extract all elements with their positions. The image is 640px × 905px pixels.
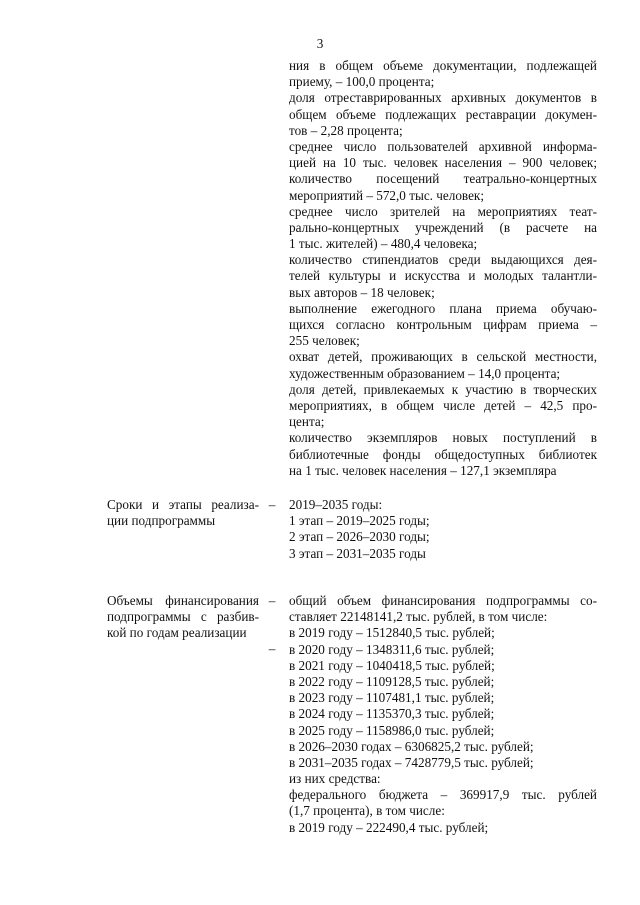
text-line: охват детей, проживающих в сельской местности, xyxy=(289,349,597,365)
text-line: цента; xyxy=(289,414,325,430)
text-line: выполнение ежегодного плана приема обучаю- xyxy=(289,300,597,316)
text-line: щихся согласно контрольным цифрам приема – xyxy=(289,317,597,332)
indicators-text-block xyxy=(289,58,597,479)
text-line: количество стипендиатов среди выдающихся дея- xyxy=(289,252,597,268)
text-line: в 2031–2035 годах – 7428779,5 тыс. рублей; xyxy=(289,754,534,770)
text-line: в 2025 году – 1158986,0 тыс. рублей; xyxy=(289,722,495,738)
page-number: 3 xyxy=(316,36,324,51)
text-line: 2019–2035 годы: xyxy=(289,497,383,512)
text-line: в 2019 году – 1512840,5 тыс. рублей; xyxy=(289,625,495,641)
label-line: Сроки и этапы реализа- xyxy=(107,497,259,512)
text-line: в 2024 году – 1135370,3 тыс. рублей; xyxy=(289,706,495,722)
text-line: 2 этап – 2026–2030 годы; xyxy=(289,529,430,545)
text-line: общий объем финансирования подпрограммы со- xyxy=(289,593,597,608)
text-line: 1 тыс. жителей) – 480,4 человека; xyxy=(289,236,478,252)
terms-text-block xyxy=(289,497,597,562)
text-line: в 2023 году – 1107481,1 тыс. рублей; xyxy=(289,690,495,706)
text-line: ставляет 22148141,2 тыс. рублей, в том числе: xyxy=(289,609,548,625)
text-line: доля детей, привлекаемых к участию в творческих xyxy=(289,381,597,397)
text-line: в 2020 году – 1348311,6 тыс. рублей; xyxy=(289,641,495,657)
text-line: в 2022 году – 1109128,5 тыс. рублей; xyxy=(289,673,495,689)
text-line: цией на 10 тыс. человек населения – 900 человек; xyxy=(289,155,597,171)
text-line: телей культуры и искусства и молодых талантли- xyxy=(289,268,597,284)
label-line: кой по годам реализации xyxy=(107,625,247,641)
text-line: художественным образованием – 14,0 процента; xyxy=(289,365,561,381)
text-line: (1,7 процента), в том числе: xyxy=(289,803,445,819)
financing-text-block xyxy=(289,593,597,836)
text-line: мероприятиях, в общем числе детей – 42,5 про- xyxy=(289,397,597,413)
separator-dash: – xyxy=(268,497,276,512)
text-line: федерального бюджета – 369917,9 тыс. рублей xyxy=(289,787,597,803)
label-line: подпрограммы с разбив- xyxy=(107,609,259,625)
text-line: среднее число зрителей на мероприятиях теат- xyxy=(289,203,597,219)
text-line: рально-концертных учреждений (в расчете на xyxy=(289,219,597,235)
text-line: тов – 2,28 процента; xyxy=(289,122,403,138)
separator-dash: – xyxy=(268,641,276,656)
text-line: в 2021 году – 1040418,5 тыс. рублей; xyxy=(289,657,495,673)
text-line: из них средства: xyxy=(289,771,381,787)
text-line: мероприятий – 572,0 тыс. человек; xyxy=(289,187,484,203)
label-line: Объемы финансирования xyxy=(107,593,259,608)
separator-dash: – xyxy=(268,593,276,608)
text-line: в 2019 году – 222490,4 тыс. рублей; xyxy=(289,819,489,835)
text-line: вых авторов – 18 человек; xyxy=(289,284,435,300)
text-line: доля отреставрированных архивных документов в xyxy=(289,90,597,106)
text-line: 3 этап – 2031–2035 годы xyxy=(289,545,426,561)
text-line: в 2026–2030 годах – 6306825,2 тыс. рублей; xyxy=(289,738,534,754)
terms-label xyxy=(107,497,259,529)
text-line: 1 этап – 2019–2025 годы; xyxy=(289,513,430,529)
financing-label xyxy=(107,593,259,642)
text-line: 255 человек; xyxy=(289,333,360,349)
text-line: количество посещений театрально-концертных xyxy=(289,171,597,187)
text-line: ния в общем объеме документации, подлежащей xyxy=(289,58,597,73)
text-line: среднее число пользователей архивной информа- xyxy=(289,138,597,154)
text-line: количество экземпляров новых поступлений в xyxy=(289,430,597,446)
text-line: общем объеме подлежащих реставрации докумен- xyxy=(289,106,597,122)
text-line: приему, – 100,0 процента; xyxy=(289,74,435,90)
text-line: на 1 тыс. человек населения – 127,1 экземпляра xyxy=(289,462,557,478)
label-line: ции подпрограммы xyxy=(107,513,216,529)
text-line: библиотечные фонды общедоступных библиотек xyxy=(289,446,597,462)
